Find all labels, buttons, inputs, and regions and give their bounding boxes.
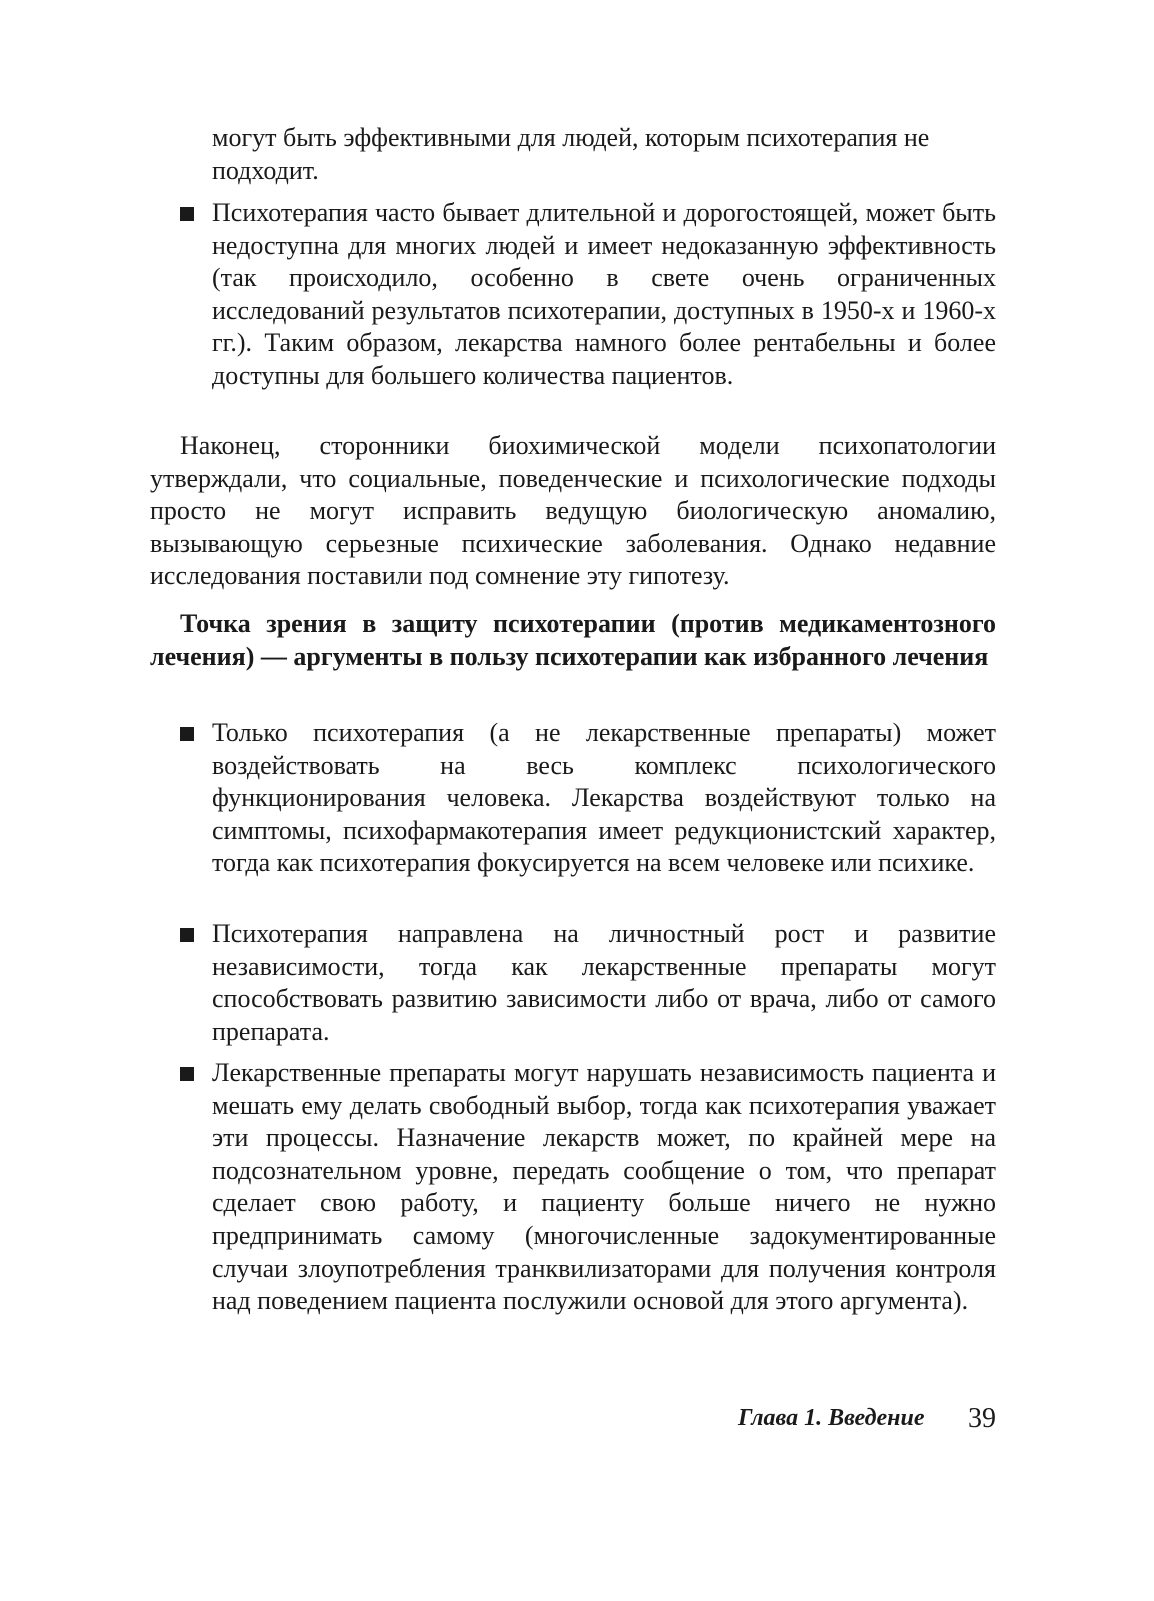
bullet-text: Только психотерапия (а не лекарственные препараты) может воздействовать на весь комплекс психологического функционирования человека. Лекарства воздействуют только на симптомы, психофармакотерапия имеет редукционистский характер, тогда как психотерапия фокусируется на всем человеке или психике. [212, 718, 996, 878]
square-bullet-icon [180, 1067, 194, 1081]
page-number: 39 [968, 1403, 996, 1434]
running-footer-chapter: Глава 1. Введение [738, 1405, 925, 1431]
square-bullet-icon [180, 928, 194, 942]
bullet-text: Лекарственные препараты могут нарушать независимость пациента и мешать ему делать свободный выбор, тогда как психотерапия уважает эти процессы. Назначение лекарств может, по крайней мере на подсознательном уровне, передать сообщение о том, что препарат сделает свою работу, и пациенту больше ничего не нужно предпринимать самому (многочисленные задокументированные случаи злоупотребления транквилизаторами для получения контроля над поведением пациента послужили основой для этого аргумента). [212, 1058, 996, 1316]
bullet-text: Психотерапия часто бывает длительной и дорогостоящей, может быть недоступна для многих людей и имеет недоказанную эффективность (так происходило, особенно в свете очень ограниченных исследований результатов психотерапии, доступных в 1950-х и 1960-х гг.). Таким образом, лекарства намного более рентабельны и более доступны для большего количества пациентов. [212, 198, 996, 390]
section-heading: Точка зрения в защиту психотерапии (против медикаментозного лечения) — аргументы в пользу психотерапии как избранного лечения [150, 609, 996, 671]
bullet-item [212, 197, 996, 393]
bullet-item [212, 1057, 996, 1318]
square-bullet-icon [180, 207, 194, 221]
bullet-text: Психотерапия направлена на личностный рост и развитие независимости, тогда как лекарственные препараты могут способствовать развитию зависимости либо от врача, либо от самого препарата. [212, 919, 996, 1046]
bullet-item [212, 918, 996, 1048]
square-bullet-icon [180, 727, 194, 741]
body-paragraph: Наконец, сторонники биохимической модели психопатологии утверждали, что социальные, поведенческие и психологические подходы просто не могут исправить ведущую биологическую аномалию, вызывающую серьезные психические заболевания. Однако недавние исследования поставили под сомнение эту гипотезу. [150, 431, 996, 591]
bullet-item [212, 717, 996, 880]
continuation-text: могут быть эффективными для людей, которым психотерапия не подходит. [212, 123, 930, 185]
